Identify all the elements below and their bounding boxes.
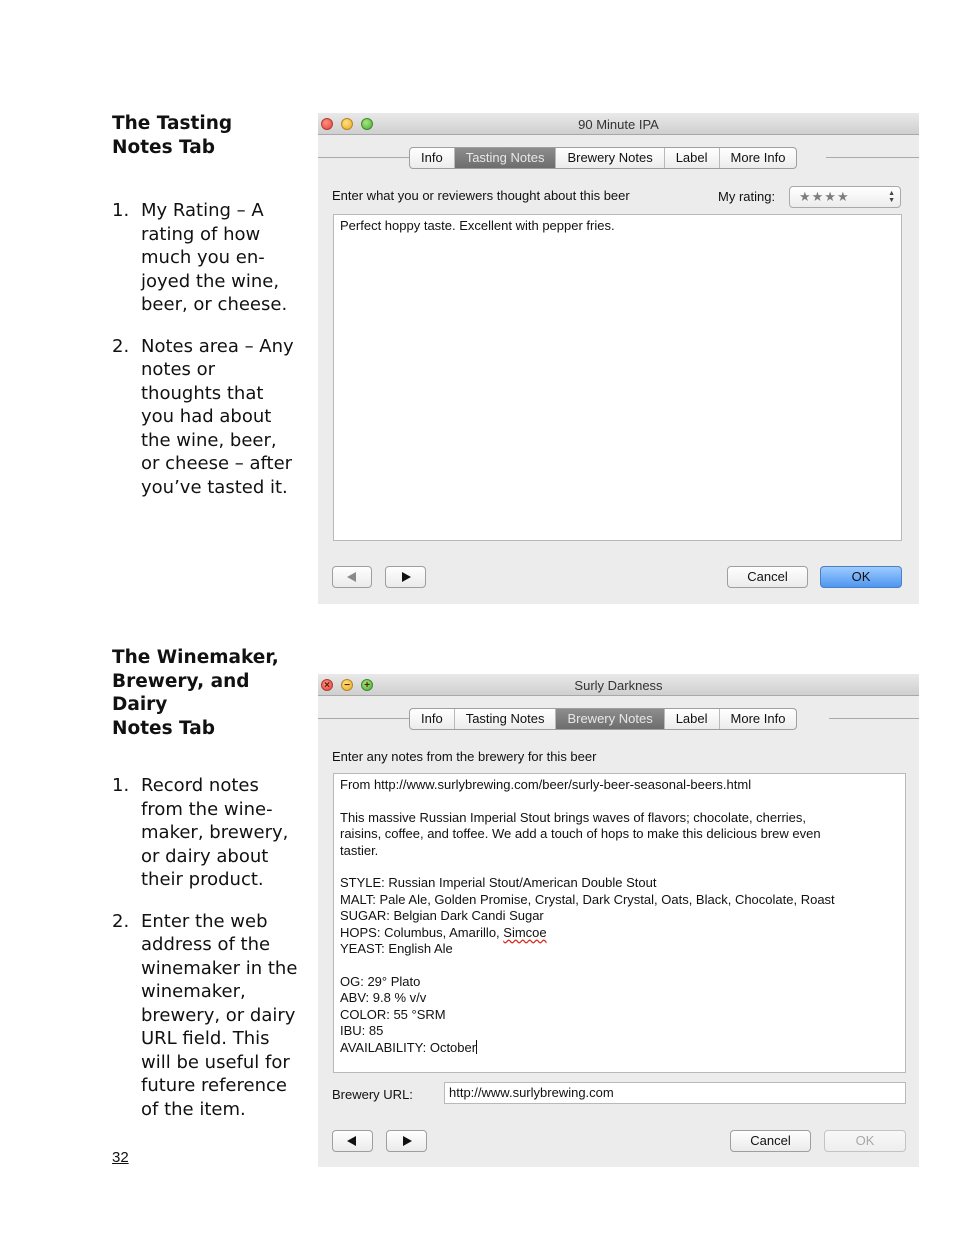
notes-line: STYLE: Russian Imperial Stout/American Double Stout (340, 875, 657, 891)
notes-prompt: Enter any notes from the brewery for this beer (332, 749, 597, 764)
list-number: 1. (112, 200, 130, 221)
notes-line (340, 859, 899, 875)
section-brewery-notes (112, 646, 302, 1121)
notes-line: tastier. (340, 842, 379, 858)
tab-tasting-notes[interactable]: Tasting Notes (455, 709, 557, 729)
notes-line: COLOR: 55 °SRM (340, 1006, 446, 1022)
hops-text: HOPS: Columbus, Amarillo, Simcoe (340, 924, 547, 940)
tab-label[interactable]: Label (665, 148, 720, 168)
list-number: 2. (112, 910, 130, 932)
notes-line: OG: 29° Plato (340, 973, 421, 989)
list-text: rating of how (141, 223, 261, 245)
cancel-button[interactable]: Cancel (727, 566, 808, 588)
tab-brewery-notes[interactable]: Brewery Notes (556, 709, 664, 729)
instruction-list (112, 199, 302, 499)
instruction-list (112, 774, 302, 1121)
list-text: of the item. (141, 1098, 246, 1120)
tab-more-info[interactable]: More Info (730, 150, 786, 165)
forward-arrow-icon (403, 1136, 412, 1146)
tab-label[interactable]: Label (665, 709, 720, 729)
notes-line (340, 925, 899, 941)
section-heading (112, 112, 297, 159)
list-text: their product. (141, 869, 264, 890)
forward-arrow-icon (402, 572, 411, 582)
list-text: maker, brewery, (141, 822, 289, 843)
notes-line (340, 793, 899, 809)
list-text: joyed the wine, (141, 270, 280, 292)
list-text: brewery, or dairy (141, 1004, 296, 1026)
section-heading (112, 646, 302, 740)
back-arrow-icon (347, 1136, 356, 1146)
url-label: Brewery URL: (332, 1087, 413, 1102)
notes-line: SUGAR: Belgian Dark Candi Sugar (340, 908, 544, 924)
tab-divider (829, 718, 919, 719)
list-text: you’ve tasted it. (141, 476, 288, 498)
list-text: from the wine- (141, 798, 273, 820)
list-text: or dairy about (141, 845, 269, 867)
window-title: Surly Darkness (574, 678, 663, 693)
list-item (112, 335, 302, 500)
brewery-url-field[interactable]: http://www.surlybrewing.com (444, 1082, 906, 1104)
brewery-notes-window (318, 674, 919, 1167)
list-text: notes or (141, 359, 216, 380)
rating-label: My rating: (718, 189, 776, 204)
section-heading-text: The Tasting Notes Tab (112, 113, 233, 158)
title-bar[interactable] (318, 113, 919, 135)
tab-more-info[interactable]: More Info (730, 711, 786, 726)
list-text: Record notes (141, 775, 259, 796)
list-item (112, 774, 302, 892)
tab-divider (318, 157, 409, 158)
list-text: or cheese – after (141, 453, 293, 474)
list-text: URL field. This (141, 1028, 270, 1049)
notes-line: raisins, coffee, and toffee. We add a touch of hops to make this delicious brew even (340, 826, 821, 842)
notes-line: IBU: 85 (340, 1023, 384, 1039)
tab-divider (826, 157, 919, 158)
notes-line (340, 957, 899, 973)
window-title: 90 Minute IPA (578, 117, 659, 132)
notes-line: From http://www.surlybrewing.com/beer/surly-beer-seasonal-beers.html (340, 777, 752, 792)
forward-button[interactable] (386, 1130, 427, 1152)
back-arrow-icon (347, 572, 356, 582)
tab-bar (409, 147, 797, 169)
close-icon[interactable]: × (321, 679, 333, 691)
list-text: winemaker in the (141, 957, 298, 979)
zoom-icon[interactable]: + (361, 679, 373, 691)
notes-line: MALT: Pale Ale, Golden Promise, Crystal, Dark Crystal, Oats, Black, Chocolate, Roast (340, 891, 835, 907)
title-bar[interactable] (318, 674, 919, 696)
list-item (112, 199, 302, 317)
back-button[interactable] (332, 566, 372, 588)
section-heading-line: Brewery, and Dairy (112, 670, 250, 715)
tab-tasting-notes[interactable]: Tasting Notes (455, 148, 557, 168)
minimize-icon[interactable]: − (341, 679, 353, 691)
list-text: much you en- (141, 247, 265, 268)
tasting-notes-window (318, 113, 919, 604)
list-number: 2. (112, 335, 130, 357)
list-item (112, 910, 302, 1122)
section-heading-line: The Winemaker, (112, 647, 279, 668)
tab-info[interactable]: Info (410, 148, 455, 168)
tab-divider (318, 718, 409, 719)
list-text: Notes area – Any (141, 335, 294, 357)
page-number: 32 (112, 1149, 129, 1166)
list-text: beer, or cheese. (141, 294, 288, 315)
section-heading-line: Notes Tab (112, 717, 215, 739)
text-cursor (476, 1040, 477, 1054)
list-text: address of the (141, 934, 271, 955)
list-text: the wine, beer, (141, 429, 277, 451)
tab-info[interactable]: Info (410, 709, 455, 729)
list-text: winemaker, (141, 981, 246, 1002)
notes-text: Perfect hoppy taste. Excellent with pepper fries. (340, 218, 615, 233)
forward-button[interactable] (385, 566, 426, 588)
brewery-notes-textarea[interactable] (333, 773, 906, 1073)
stepper-icon: ▲ ▼ (888, 190, 895, 204)
list-text: will be useful for (141, 1051, 290, 1073)
ok-button[interactable]: OK (820, 566, 902, 588)
list-text: thoughts that (141, 382, 264, 404)
tab-bar (409, 708, 797, 730)
ok-button[interactable]: OK (824, 1130, 906, 1152)
back-button[interactable] (332, 1130, 373, 1152)
cancel-button[interactable]: Cancel (730, 1130, 811, 1152)
list-text: future reference (141, 1075, 287, 1096)
notes-line (340, 1040, 899, 1056)
notes-line: This massive Russian Imperial Stout brings waves of flavors; chocolate, cherries, (340, 809, 807, 825)
list-text: My Rating – A (141, 200, 264, 221)
tasting-notes-textarea[interactable] (333, 214, 902, 541)
availability-text: AVAILABILITY: October (340, 1039, 477, 1055)
rating-select[interactable] (789, 186, 901, 208)
notes-line: ABV: 9.8 % v/v (340, 990, 427, 1006)
list-number: 1. (112, 775, 130, 796)
notes-line: YEAST: English Ale (340, 941, 453, 957)
misspelled-word: Simcoe (503, 924, 547, 940)
list-text: you had about (141, 406, 272, 427)
tab-brewery-notes[interactable]: Brewery Notes (556, 148, 664, 168)
list-text: Enter the web (141, 910, 268, 932)
section-tasting-notes (112, 112, 302, 499)
notes-prompt: Enter what you or reviewers thought about this beer (332, 188, 630, 203)
star-icon: ★★★★ (799, 189, 850, 204)
